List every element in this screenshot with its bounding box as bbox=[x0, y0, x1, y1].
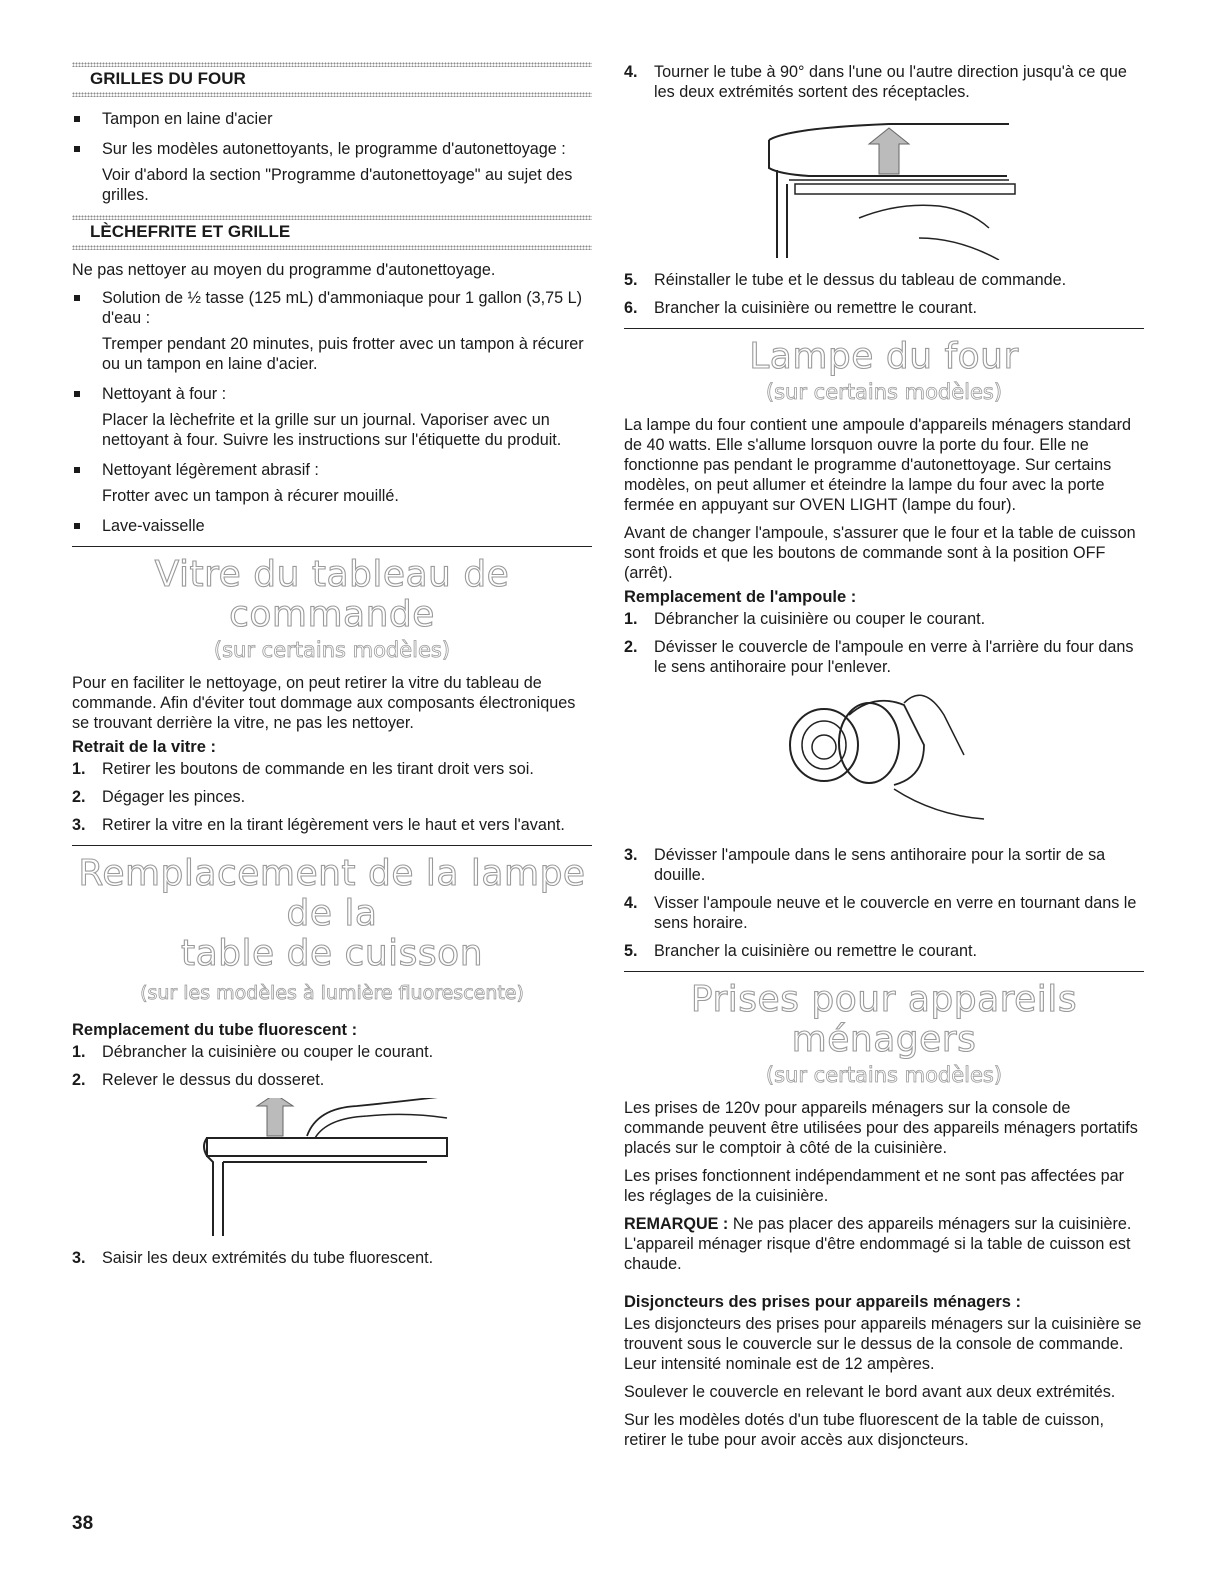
step-item bbox=[72, 1070, 592, 1090]
step-number: 1. bbox=[72, 760, 86, 778]
step-text: Tourner le tube à 90° dans l'une ou l'autre direction jusqu'à ce que les deux extrémités sortent des réceptacles. bbox=[654, 63, 1127, 101]
step-item bbox=[624, 298, 1144, 318]
dotted-divider bbox=[72, 92, 592, 97]
step-item bbox=[72, 1248, 592, 1268]
list-item bbox=[72, 384, 592, 450]
ampoule-steps-continued bbox=[624, 845, 1144, 961]
step-text: Saisir les deux extrémités du tube fluorescent. bbox=[102, 1249, 434, 1267]
bulb-cover-illustration bbox=[774, 685, 994, 835]
step-number: 6. bbox=[624, 299, 638, 317]
remarque-text: Ne pas placer des appareils ménagers sur la cuisinière. L'appareil ménager risque d'être endommagé si la table de cuisson est chaude. bbox=[624, 1215, 1132, 1273]
tube-steps bbox=[72, 1042, 592, 1090]
ampoule-steps bbox=[624, 609, 1144, 677]
vitre-paragraph: Pour en faciliter le nettoyage, on peut retirer la vitre du tableau de commande. Afin d'éviter tout dommage aux composants électroniques se trouvant derrière la vitre, ne pas les nettoyer. bbox=[72, 674, 576, 732]
section-title-lampe-table bbox=[72, 854, 592, 974]
tube-steps-continued bbox=[624, 62, 1144, 102]
list-item-text: Nettoyant légèrement abrasif : bbox=[102, 461, 319, 479]
section-subtitle: (sur les modèles à lumière fluorescente) bbox=[140, 982, 524, 1004]
subheading-ampoule: Remplacement de l'ampoule : bbox=[624, 588, 857, 606]
step-number: 2. bbox=[624, 638, 638, 656]
title-line: table de cuisson bbox=[180, 933, 484, 974]
step-item bbox=[624, 609, 1144, 629]
step-text: Dégager les pinces. bbox=[102, 788, 246, 806]
prises-paragraph: Les prises fonctionnent indépendamment et ne sont pas affectées par les réglages de la cuisinière. bbox=[624, 1167, 1125, 1205]
right-column bbox=[624, 62, 1144, 1458]
list-item-text: Lave-vaisselle bbox=[102, 517, 205, 535]
lechefrite-intro: Ne pas nettoyer au moyen du programme d'autonettoyage. bbox=[72, 261, 496, 279]
step-text: Réinstaller le tube et le dessus du tableau de commande. bbox=[654, 271, 1067, 289]
section-subtitle: (sur certains modèles) bbox=[765, 380, 1003, 404]
step-item bbox=[72, 787, 592, 807]
step-text: Brancher la cuisinière ou remettre le courant. bbox=[654, 942, 978, 960]
section-title-vitre: Vitre du tableau de commande bbox=[154, 554, 510, 635]
list-item-detail: Tremper pendant 20 minutes, puis frotter avec un tampon à récurer ou un tampon en laine d'acier. bbox=[102, 335, 584, 373]
section-heading-lechefrite: LÈCHEFRITE ET GRILLE bbox=[90, 222, 291, 241]
step-text: Relever le dessus du dosseret. bbox=[102, 1071, 325, 1089]
list-item bbox=[72, 460, 592, 506]
section-title-lampe-four: Lampe du four bbox=[749, 336, 1019, 377]
dotted-divider bbox=[72, 245, 592, 250]
list-item-text: Tampon en laine d'acier bbox=[102, 110, 273, 128]
list-item bbox=[72, 139, 592, 205]
step-number: 5. bbox=[624, 271, 638, 289]
prises-paragraph: Sur les modèles dotés d'un tube fluorescent de la table de cuisson, retirer le tube pour avoir accès aux disjoncteurs. bbox=[624, 1411, 1105, 1449]
section-divider bbox=[624, 971, 1144, 972]
step-item bbox=[624, 941, 1144, 961]
tube-step-3 bbox=[72, 1248, 592, 1268]
page-number: 38 bbox=[72, 1513, 94, 1534]
step-item bbox=[624, 637, 1144, 677]
step-item bbox=[624, 62, 1144, 102]
backsplash-lift-illustration bbox=[197, 1098, 467, 1238]
dotted-divider bbox=[72, 62, 592, 67]
lampe-paragraph: La lampe du four contient une ampoule d'appareils ménagers standard de 40 watts. Elle s'allume lorsquon ouvre la porte du four. Elle ne fonctionne pas pendant le programme d'autonettoyage. Sur certains modèles, on peut allumer et éteindre la lampe du four avec la porte fermée en appuyant sur OVEN LIGHT (lampe du four). bbox=[624, 416, 1132, 514]
step-number: 2. bbox=[72, 1071, 86, 1089]
step-number: 4. bbox=[624, 894, 638, 912]
list-item bbox=[72, 288, 592, 374]
step-item bbox=[72, 815, 592, 835]
list-item-text: Solution de ½ tasse (125 mL) d'ammoniaque pour 1 gallon (3,75 L) d'eau : bbox=[102, 289, 583, 327]
section-subtitle: (sur certains modèles) bbox=[213, 638, 451, 662]
title-line: Remplacement de la lampe de la bbox=[78, 853, 586, 934]
step-number: 2. bbox=[72, 788, 86, 806]
lampe-paragraph: Avant de changer l'ampoule, s'assurer que le four et la table de cuisson sont froids et que les boutons de commande sont à la position OFF (arrêt). bbox=[624, 524, 1136, 582]
dotted-divider bbox=[72, 215, 592, 220]
step-text: Débrancher la cuisinière ou couper le courant. bbox=[102, 1043, 434, 1061]
step-item bbox=[72, 1042, 592, 1062]
remarque-label: REMARQUE : bbox=[624, 1215, 729, 1233]
prises-paragraph: Les prises de 120v pour appareils ménagers sur la console de commande peuvent être utilisées pour des appareils ménagers portatifs placés sur le comptoir à côté de la cuisinière. bbox=[624, 1099, 1138, 1157]
section-subtitle: (sur certains modèles) bbox=[765, 1063, 1003, 1087]
subheading-retrait: Retrait de la vitre : bbox=[72, 738, 216, 756]
step-text: Visser l'ampoule neuve et le couvercle en verre en tournant dans le sens horaire. bbox=[654, 894, 1137, 932]
list-item-text: Nettoyant à four : bbox=[102, 385, 227, 403]
step-number: 3. bbox=[72, 1249, 86, 1267]
step-item bbox=[624, 270, 1144, 290]
step-text: Retirer les boutons de commande en les tirant droit vers soi. bbox=[102, 760, 534, 778]
section-divider bbox=[72, 845, 592, 846]
section-divider bbox=[72, 546, 592, 547]
step-item bbox=[624, 845, 1144, 885]
step-text: Débrancher la cuisinière ou couper le courant. bbox=[654, 610, 986, 628]
list-item-detail: Voir d'abord la section "Programme d'autonettoyage" au sujet des grilles. bbox=[102, 166, 573, 204]
subheading-disjoncteurs: Disjoncteurs des prises pour appareils ménagers : bbox=[624, 1293, 1022, 1311]
step-item bbox=[72, 759, 592, 779]
grilles-list bbox=[72, 109, 592, 205]
step-number: 5. bbox=[624, 942, 638, 960]
list-item bbox=[72, 516, 592, 536]
step-number: 1. bbox=[624, 610, 638, 628]
list-item-text: Sur les modèles autonettoyants, le programme d'autonettoyage : bbox=[102, 140, 566, 158]
step-number: 1. bbox=[72, 1043, 86, 1061]
step-text: Dévisser le couvercle de l'ampoule en verre à l'arrière du four dans le sens antihoraire pour l'enlever. bbox=[654, 638, 1134, 676]
step-text: Brancher la cuisinière ou remettre le courant. bbox=[654, 299, 978, 317]
vitre-steps bbox=[72, 759, 592, 835]
left-column bbox=[72, 62, 592, 1276]
section-heading-grilles: GRILLES DU FOUR bbox=[90, 69, 246, 88]
lechefrite-list bbox=[72, 288, 592, 536]
section-title-prises: Prises pour appareils ménagers bbox=[690, 979, 1078, 1060]
prises-paragraph: Soulever le couvercle en relevant le bord avant aux deux extrémités. bbox=[624, 1383, 1116, 1401]
step-item bbox=[624, 893, 1144, 933]
section-divider bbox=[624, 328, 1144, 329]
step-number: 4. bbox=[624, 63, 638, 81]
list-item-detail: Placer la lèchefrite et la grille sur un journal. Vaporiser avec un nettoyant à four. Suivre les instructions sur l'étiquette du produit. bbox=[102, 411, 562, 449]
list-item-detail: Frotter avec un tampon à récurer mouillé. bbox=[102, 487, 399, 505]
step-text: Dévisser l'ampoule dans le sens antihoraire pour la sortir de sa douille. bbox=[654, 846, 1106, 884]
tube-steps-final bbox=[624, 270, 1144, 318]
step-number: 3. bbox=[72, 816, 86, 834]
step-number: 3. bbox=[624, 846, 638, 864]
list-item bbox=[72, 109, 592, 129]
step-text: Retirer la vitre en la tirant légèrement vers le haut et vers l'avant. bbox=[102, 816, 565, 834]
remarque-paragraph bbox=[624, 1214, 1144, 1274]
prises-paragraph: Les disjoncteurs des prises pour appareils ménagers sur la cuisinière se trouvent sous le couvercle sur le dessus de la console de commande. Leur intensité nominale est de 12 ampères. bbox=[624, 1315, 1142, 1373]
tube-rotate-illustration bbox=[749, 110, 1019, 260]
subheading-tube: Remplacement du tube fluorescent : bbox=[72, 1021, 358, 1039]
